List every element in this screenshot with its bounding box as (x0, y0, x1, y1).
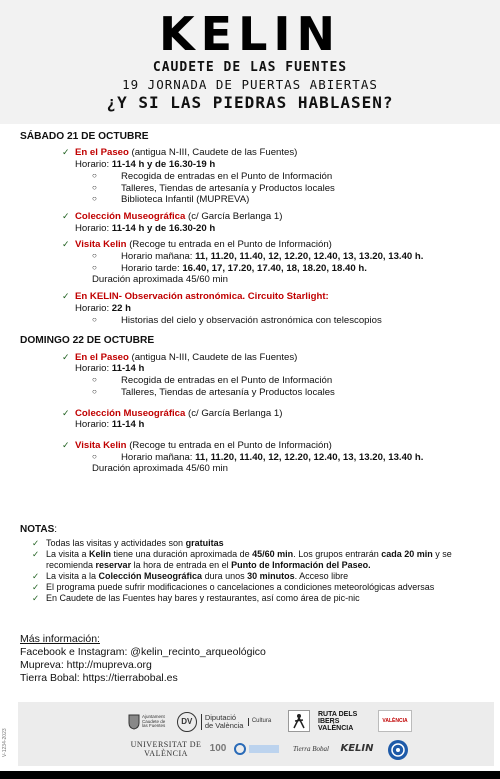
schedule-label: Horario: (75, 419, 112, 431)
event-place: (antigua N-III, Caudete de las Fuentes) (128, 351, 298, 363)
day-heading-saturday: SÁBADO 21 DE OCTUBRE (20, 131, 149, 142)
duration-text: Duración aproximada 45/60 min (92, 463, 228, 475)
circle-bullet-icon: ○ (92, 182, 97, 192)
bottom-border (0, 771, 500, 779)
logo-figure (288, 710, 310, 732)
logo-ruta-ibers: RUTA DELS IBERS VALÈNCIA (318, 710, 358, 732)
list-item: ○ Talleres, Tiendas de artesanía y Productos locales (92, 386, 335, 398)
check-icon: ✓ (32, 538, 40, 549)
circle-bullet-icon: ○ (92, 170, 97, 180)
event-visita-saturday (20, 239, 490, 286)
duration-text: Duración aproximada 45/60 min (92, 274, 228, 286)
logo-sponsor (232, 740, 284, 758)
event-coleccion-sunday (20, 408, 490, 431)
check-icon: ✓ (32, 571, 40, 582)
circle-bullet-icon: ○ (92, 251, 97, 261)
list-item: ○ Talleres, Tiendas de artesanía y Productos locales (92, 182, 335, 194)
schedule-label: Horario: (75, 222, 112, 234)
notes-title: NOTAS: (20, 524, 58, 535)
note-item: ✓ Todas las visitas y actividades son gratuitas (32, 538, 224, 549)
notes-section (20, 524, 488, 604)
poster-header (0, 0, 500, 124)
list-item: ○ Horario mañana: 11, 11.20, 11.40, 12, 12.20, 12.40, 13, 13.20, 13.40 h. (92, 251, 424, 263)
logo-tierra-bobal: Tierra Bobal (293, 744, 329, 753)
logo-valencia: VALÈNCIA (378, 710, 412, 732)
poster-subtitle-town: CAUDETE DE LAS FUENTES (152, 60, 348, 75)
event-name: Colección Museográfica (75, 210, 186, 222)
program-content (20, 131, 490, 480)
event-place: (c/ García Berlanga 1) (185, 407, 283, 419)
list-item: ○ Horario mañana: 11, 11.20, 11.40, 12, 12.20, 12.40, 13, 13.20, 13.40 h. (92, 451, 424, 463)
logo-kelin: KELIN (340, 742, 374, 754)
schedule-value: 11-14 h y de 16.30-20 h (111, 222, 216, 234)
check-icon: ✓ (62, 439, 70, 450)
event-name: Visita Kelin (75, 239, 127, 251)
event-coleccion-saturday (20, 211, 490, 234)
schedule-value: 11-14 h (111, 419, 145, 431)
tierra-bobal-link[interactable]: Tierra Bobal: https://tierrabobal.es (20, 672, 178, 685)
event-place: (antigua N-III, Caudete de las Fuentes) (128, 147, 298, 159)
dancer-icon (291, 713, 307, 729)
mupreva-link[interactable]: Mupreva: http://mupreva.org (20, 659, 152, 672)
sponsor-mark-icon (234, 742, 282, 756)
schedule-label: Horario: (75, 363, 112, 375)
event-name: En KELIN- Observación astronómica. Circuito Starlight: (75, 291, 329, 303)
list-item: ○ Biblioteca Infantil (MUPREVA) (92, 194, 250, 206)
logo-diputacio: DV Diputació de València Cultura (174, 710, 274, 734)
check-icon: ✓ (32, 593, 40, 604)
list-item: ○ Historias del cielo y observación astronómica con telescopios (92, 314, 382, 326)
more-info-title: Más información: (20, 633, 100, 645)
day-heading-sunday: DOMINGO 22 DE OCTUBRE (20, 335, 155, 347)
schedule-label: Horario: (75, 159, 112, 171)
side-code: V-1234-2023 (2, 728, 8, 757)
event-name: En el Paseo (75, 147, 129, 159)
circle-bullet-icon: ○ (92, 386, 97, 396)
note-item: ✓ En Caudete de las Fuentes hay bares y restaurantes, así como área de pic-nic (32, 593, 360, 604)
event-paseo-saturday (20, 147, 490, 206)
check-icon: ✓ (32, 582, 40, 593)
logo-ayuntamiento: Ajuntament Caudete de las Fuentes (128, 710, 168, 734)
schedule-label: Horario: (75, 302, 112, 314)
event-visita-sunday (20, 440, 490, 475)
poster-slogan: ¿Y SI LAS PIEDRAS HABLASEN? (106, 93, 394, 113)
sponsor-logos (18, 702, 494, 766)
check-icon: ✓ (62, 239, 70, 250)
event-place: (Recoge tu entrada en el Punto de Información) (126, 439, 332, 451)
list-item: ○ Recogida de entradas en el Punto de Información (92, 375, 333, 387)
note-item: ✓ El programa puede sufrir modificaciones o cancelaciones a condiciones meteorológicas adversas (32, 582, 435, 593)
poster-title: KELIN (159, 7, 341, 61)
logo-starlight (386, 738, 410, 762)
coat-of-arms-icon (128, 714, 140, 730)
check-icon: ✓ (62, 147, 70, 158)
check-icon: ✓ (32, 549, 40, 560)
event-name: Visita Kelin (75, 439, 127, 451)
event-name: Colección Museográfica (75, 407, 186, 419)
event-place: (c/ García Berlanga 1) (185, 210, 283, 222)
event-paseo-sunday (20, 352, 490, 399)
list-item: ○ Horario tarde: 16.40, 17, 17.20, 17.40, 18, 18.20, 18.40 h. (92, 262, 367, 274)
more-info-section (20, 633, 480, 686)
circle-bullet-icon: ○ (92, 262, 97, 272)
event-astro-saturday (20, 291, 490, 326)
circle-bullet-icon: ○ (92, 194, 97, 204)
circle-bullet-icon: ○ (92, 451, 97, 461)
check-icon: ✓ (62, 291, 70, 302)
social-media-link[interactable]: Facebook e Instagram: @kelin_recinto_arqueológico (20, 646, 266, 659)
poster-subtitle-event: 19 JORNADA DE PUERTAS ABIERTAS (122, 76, 378, 92)
check-icon: ✓ (62, 407, 70, 418)
circle-bullet-icon: ○ (92, 314, 97, 324)
logo-universitat: UNIVERSITAT DE VALÈNCIA (130, 740, 202, 758)
logo-100: 100 (209, 742, 227, 754)
circle-bullet-icon: ○ (92, 375, 97, 385)
note-item: ✓ La visita a Kelin tiene una duración aproximada de 45/60 min. Los grupos entrarán cada 20 min y se recomienda reservar la hora de entrada en el Punto de Información del Paseo. (32, 549, 452, 571)
check-icon: ✓ (62, 351, 70, 362)
starlight-icon (387, 739, 409, 761)
note-item: ✓ La visita a la Colección Museográfica dura unos 30 minutos. Acceso libre (32, 571, 349, 582)
check-icon: ✓ (62, 210, 70, 221)
schedule-value: 11-14 h y de 16.30-19 h (111, 159, 216, 171)
schedule-value: 22 h (111, 302, 131, 314)
list-item: ○ Recogida de entradas en el Punto de Información (92, 170, 333, 182)
event-name: En el Paseo (75, 351, 129, 363)
schedule-value: 11-14 h (111, 363, 145, 375)
event-place: (Recoge tu entrada en el Punto de Información) (126, 239, 332, 251)
